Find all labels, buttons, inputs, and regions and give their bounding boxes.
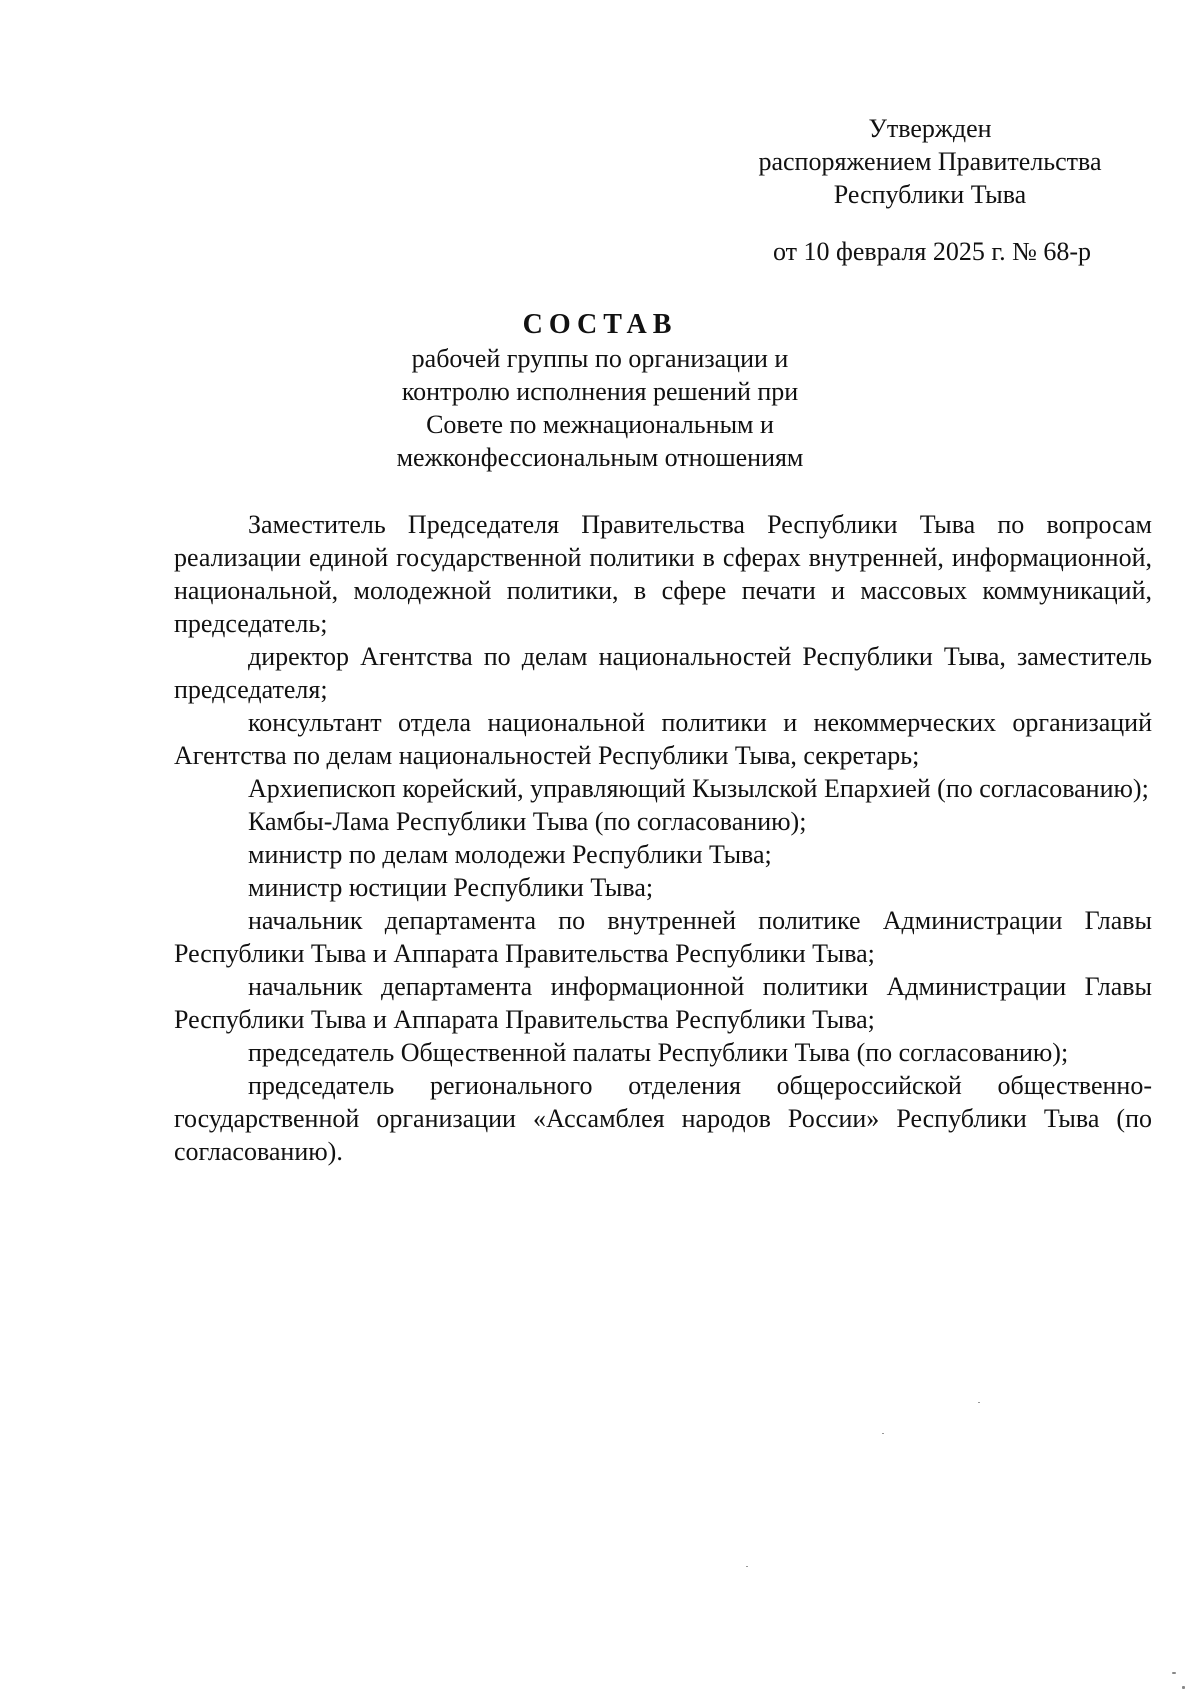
document-heading: СОСТАВ [522, 309, 678, 340]
member-item: консультант отдела национальной политики и некоммерческих организаций Агентства по делам национальностей Республики Тыва, секретарь; [174, 708, 1152, 770]
approval-line-order: распоряжением Правительства [758, 147, 1102, 176]
document-title-block [300, 308, 900, 474]
title-subline-4: межконфессиональным отношениям [396, 443, 804, 472]
title-subline-3: Совете по межнациональным и [426, 410, 774, 439]
member-item: Камбы-Лама Республики Тыва (по согласованию); [248, 807, 807, 836]
member-item: председатель Общественной палаты Республики Тыва (по согласованию); [248, 1038, 1069, 1067]
member-item: председатель регионального отделения общероссийской общественно-государственной организации «Ассамблея народов России» Республики Тыва (по согласованию). [174, 1071, 1152, 1166]
approval-date: от 10 февраля 2025 г. № 68-р [772, 237, 1092, 266]
member-item: министр юстиции Республики Тыва; [248, 873, 654, 902]
member-item: Архиепископ корейский, управляющий Кызылской Епархией (по согласованию); [248, 774, 1149, 803]
approval-line-republic: Республики Тыва [833, 180, 1027, 209]
title-subline-2: контролю исполнения решений при [401, 377, 799, 406]
title-subline-1: рабочей группы по организации и [411, 344, 789, 373]
approval-stamp [720, 112, 1140, 268]
member-item: начальник департамента информационной политики Администрации Главы Республики Тыва и Аппарата Правительства Республики Тыва; [174, 972, 1152, 1034]
members-list [174, 508, 1152, 1168]
member-item: Заместитель Председателя Правительства Республики Тыва по вопросам реализации единой государственной политики в сферах внутренней, информационной, национальной, молодежной политики, в сфере печати и массовых коммуникаций, председатель; [174, 510, 1152, 638]
member-item: директор Агентства по делам национальностей Республики Тыва, заместитель председателя; [174, 642, 1152, 704]
member-item: начальник департамента по внутренней политике Администрации Главы Республики Тыва и Аппарата Правительства Республики Тыва; [174, 906, 1152, 968]
member-item: министр по делам молодежи Республики Тыва; [248, 840, 772, 869]
approval-line-approved: Утвержден [868, 114, 992, 143]
